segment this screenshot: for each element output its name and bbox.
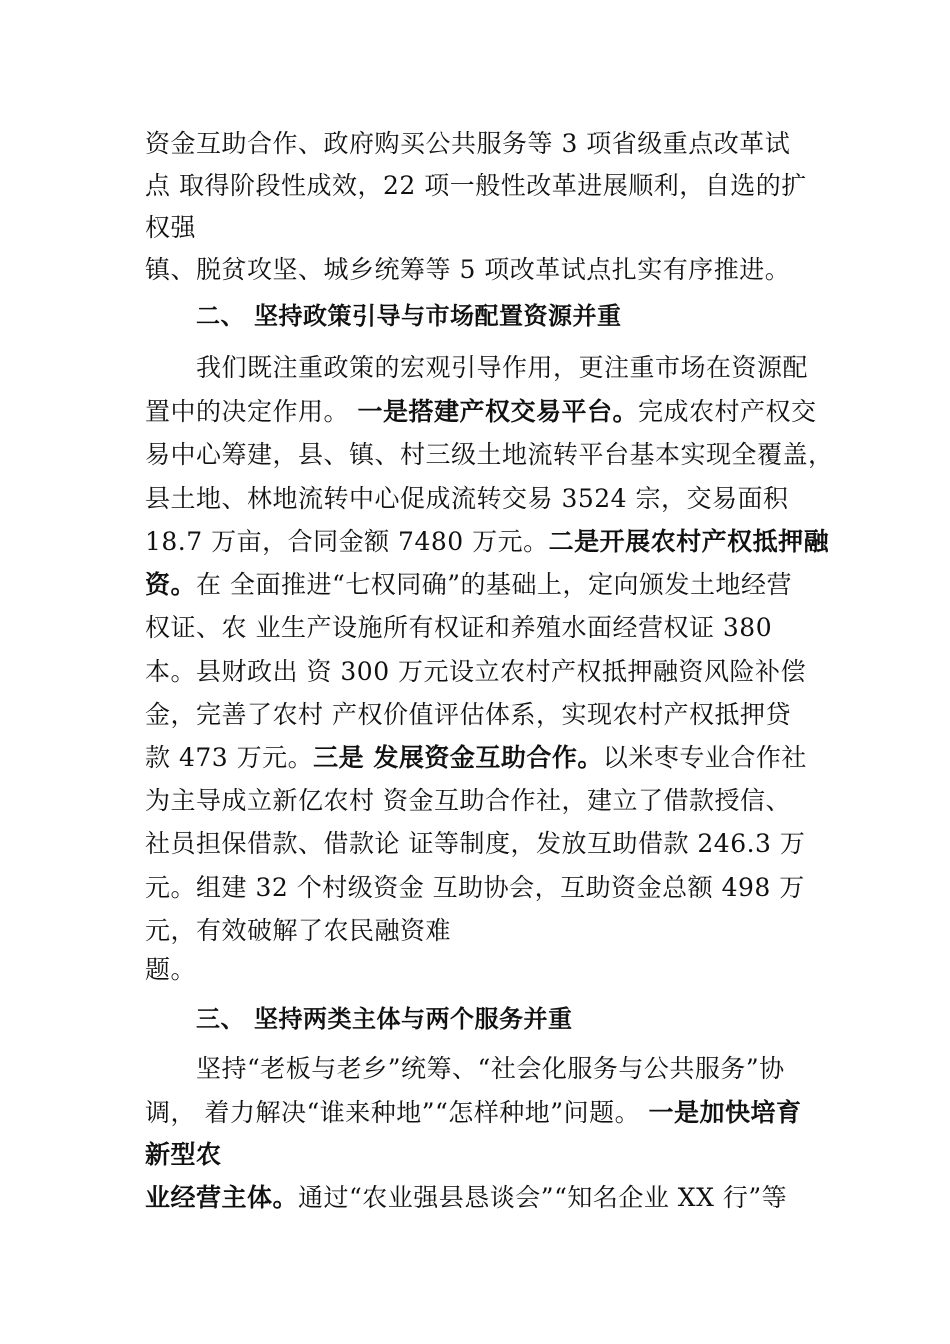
body-line: 权证、农 业生产设施所有权证和养殖水面经营权证 380 xyxy=(145,613,773,642)
body-line: 款 473 万元。三是 发展资金互助合作。以米枣专业合作社 xyxy=(145,743,807,772)
body-line: 资。在 全面推进“七权同确”的基础上，定向颁发土地经营 xyxy=(145,570,793,599)
body-line: 新型农 xyxy=(145,1140,222,1169)
body-line: 权强 xyxy=(145,213,197,242)
body-line: 元，有效破解了农民融资难 xyxy=(145,916,452,945)
body-line: 易中心筹建，县、镇、村三级土地流转平台基本实现全覆盖， xyxy=(145,440,834,469)
section-heading-3: 三、 坚持两类主体与两个服务并重 xyxy=(196,1005,573,1033)
body-line: 镇、脱贫攻坚、城乡统筹等 5 项改革试点扎实有序推进。 xyxy=(145,255,791,284)
paragraph-first-line: 我们既注重政策的宏观引导作用，更注重市场在资源配 xyxy=(196,353,809,382)
body-line: 金，完善了农村 产权价值评估体系，实现农村产权抵押贷 xyxy=(145,700,791,729)
body-line: 县土地、林地流转中心促成流转交易 3524 宗，交易面积 xyxy=(145,484,789,513)
body-line: 本。县财政出 资 300 万元设立农村产权抵押融资风险补偿 xyxy=(145,657,807,686)
body-line: 社员担保借款、借款论 证等制度，发放互助借款 246.3 万 xyxy=(145,829,806,858)
body-line: 业经营主体。通过“农业强县恳谈会”“知名企业 XX 行”等 xyxy=(145,1183,788,1212)
body-line: 18.7 万亩，合同金额 7480 万元。二是开展农村产权抵押融 xyxy=(145,527,830,556)
body-line: 为主导成立新亿农村 资金互助合作社，建立了借款授信、 xyxy=(145,786,791,815)
body-line: 置中的决定作用。 一是搭建产权交易平台。完成农村产权交 xyxy=(145,397,817,426)
body-line: 元。组建 32 个村级资金 互助协会，互助资金总额 498 万 xyxy=(145,873,805,902)
body-line: 题。 xyxy=(145,955,197,984)
section-heading-2: 二、 坚持政策引导与市场配置资源并重 xyxy=(196,302,622,330)
body-line: 资金互助合作、政府购买公共服务等 3 项省级重点改革试 xyxy=(145,129,791,158)
paragraph-first-line: 坚持“老板与老乡”统筹、“社会化服务与公共服务”协 xyxy=(196,1054,785,1083)
body-line: 点 取得阶段性成效，22 项一般性改革进展顺利，自选的扩 xyxy=(145,171,807,200)
body-line: 调， 着力解决“谁来种地”“怎样种地”问题。 一是加快培育 xyxy=(145,1098,802,1127)
